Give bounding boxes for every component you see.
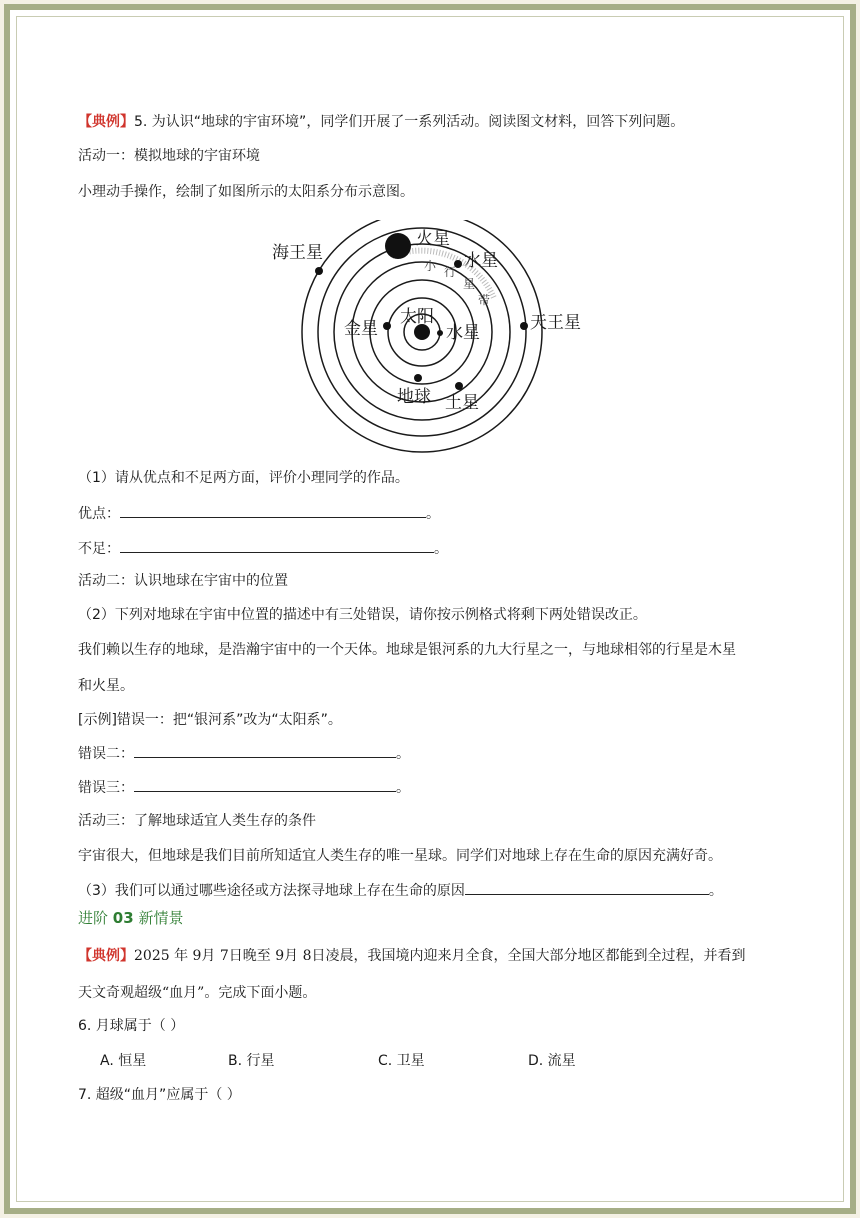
sub3-blank[interactable] <box>465 880 709 895</box>
activity1-text: 小理动手操作，绘制了如图所示的太阳系分布示意图。 <box>78 184 414 200</box>
passage-line-1: 我们赖以生存的地球，是浩瀚宇宙中的一个天体。地球是银河系的九大行星之一，与地球相邻的行星是木星 <box>78 642 736 658</box>
example-tag: 【典例】 <box>78 114 134 130</box>
belt-char-3: 星 <box>463 277 476 291</box>
example-correction: [示例]错误一：把“银河系”改为“太阳系”。 <box>78 712 342 728</box>
example2-line-2: 天文奇观超级“血月”。完成下面小题。 <box>78 985 317 1001</box>
label-uranus: 天王星 <box>530 313 581 333</box>
activity3-text: 宇宙很大，但地球是我们目前所知适宜人类生存的唯一星球。同学们对地球上存在生命的原因充满好奇。 <box>78 848 722 864</box>
q6-option-b[interactable]: B. 行星 <box>228 1053 275 1069</box>
sub-question-3: （3）我们可以通过哪些途径或方法探寻地球上存在生命的原因 <box>78 883 465 899</box>
saturn-dot <box>455 382 463 390</box>
q5-intro: 5. 为认识“地球的宇宙环境”，同学们开展了一系列活动。阅读图文材料，回答下列问题。 <box>134 114 685 130</box>
label-mercury-top: 水星 <box>464 251 498 271</box>
period: 。 <box>426 506 440 522</box>
error3-line <box>78 777 410 798</box>
example-tag: 【典例】 <box>78 948 134 964</box>
venus-dot <box>383 322 391 330</box>
error2-blank[interactable] <box>134 743 396 758</box>
error2-line <box>78 743 410 764</box>
earth-dot <box>414 374 422 382</box>
section-header <box>78 908 183 928</box>
sub-question-2: （2）下列对地球在宇宙中位置的描述中有三处错误，请你按示例格式将剩下两处错误改正。 <box>78 607 647 623</box>
belt-char-2: 行 <box>444 265 457 279</box>
label-venus: 金星 <box>344 319 378 339</box>
period: 。 <box>396 746 410 762</box>
label-sun: 太阳 <box>400 307 434 327</box>
neptune-dot <box>315 267 323 275</box>
error2-label: 错误二： <box>78 746 134 762</box>
passage-line-2: 和火星。 <box>78 678 134 694</box>
activity2-title: 活动二：认识地球在宇宙中的位置 <box>78 573 288 589</box>
uranus-dot <box>520 322 528 330</box>
period: 。 <box>434 541 448 557</box>
example2-line-1 <box>78 946 746 966</box>
q6-stem: 6. 月球属于（ ） <box>78 1018 185 1034</box>
solar-system-diagram <box>262 220 602 460</box>
period: 。 <box>708 883 723 899</box>
advantage-line <box>78 503 440 524</box>
mars-body <box>385 233 411 259</box>
section-number: 03 <box>112 909 134 927</box>
section-title: 新情景 <box>138 909 184 927</box>
shortcoming-blank[interactable] <box>120 538 434 553</box>
advantage-blank[interactable] <box>120 503 426 518</box>
advantage-label: 优点： <box>78 506 120 522</box>
q6-option-c[interactable]: C. 卫星 <box>378 1053 425 1069</box>
label-mars: 火星 <box>416 229 450 249</box>
belt-char-4: 带 <box>478 293 491 307</box>
label-earth: 地球 <box>397 387 431 407</box>
error3-label: 错误三： <box>78 780 134 796</box>
label-mercury-inner: 水星 <box>446 323 480 343</box>
shortcoming-line <box>78 538 448 559</box>
q7-stem: 7. 超级“血月”应属于（ ） <box>78 1087 241 1103</box>
error3-blank[interactable] <box>134 777 396 792</box>
example2-text-1: 2025 年 9月 7日晚至 9月 8日凌晨，我国境内迎来月全食，全国大部分地区都能到全过程，并看到 <box>134 948 746 964</box>
section-prefix: 进阶 <box>78 909 109 927</box>
activity3-title: 活动三：了解地球适宜人类生存的条件 <box>78 813 316 829</box>
label-saturn: 土星 <box>445 393 479 413</box>
period: 。 <box>396 780 410 796</box>
belt-char-1: 小 <box>424 259 437 273</box>
q5-intro-line <box>78 112 684 132</box>
mercury-inner-dot <box>437 330 443 336</box>
q6-option-d[interactable]: D. 流星 <box>528 1053 576 1069</box>
activity1-title: 活动一：模拟地球的宇宙环境 <box>78 148 260 164</box>
sub-question-1: （1）请从优点和不足两方面，评价小理同学的作品。 <box>78 470 409 486</box>
shortcoming-label: 不足： <box>78 541 120 557</box>
sub3-line <box>78 880 723 901</box>
q6-option-a[interactable]: A. 恒星 <box>100 1053 147 1069</box>
q6-options <box>0 1051 860 1071</box>
label-neptune: 海王星 <box>272 243 323 263</box>
